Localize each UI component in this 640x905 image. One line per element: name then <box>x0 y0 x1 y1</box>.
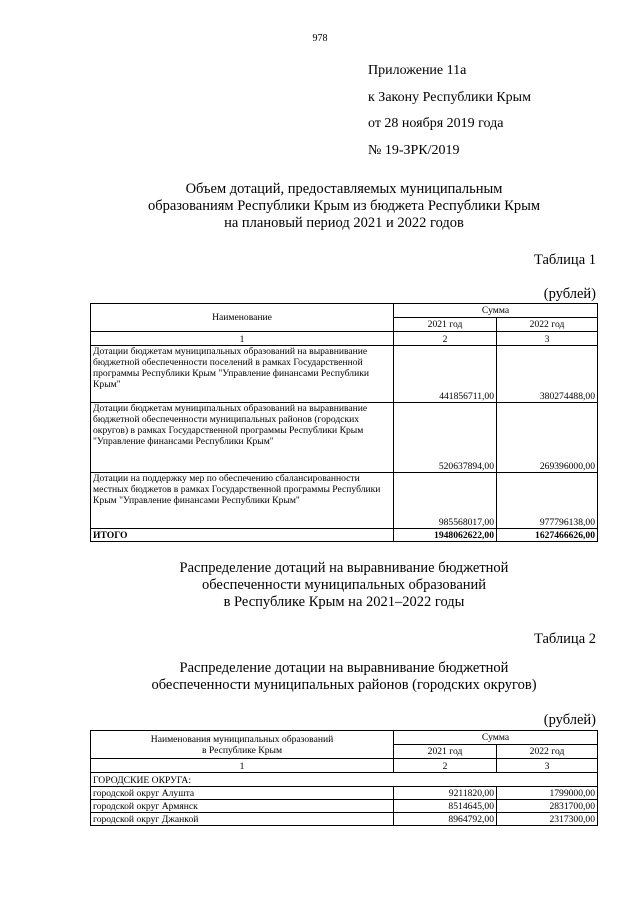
table2 <box>90 730 598 826</box>
table1-units: (рублей) <box>543 286 596 302</box>
table-row <box>91 346 598 403</box>
section-row <box>91 773 598 787</box>
title-line: обеспеченности муниципальных районов (городских округов) <box>151 677 537 693</box>
column-numbers-row <box>91 759 598 773</box>
header-name <box>91 731 394 759</box>
col-num: 3 <box>497 759 598 773</box>
total-2022: 1627466626,00 <box>497 529 598 542</box>
table-header-row <box>91 304 598 318</box>
col-num: 2 <box>394 759 497 773</box>
column-numbers-row <box>91 332 598 346</box>
header-2021: 2021 год <box>394 318 497 332</box>
header-sum: Сумма <box>394 731 598 745</box>
title-line: Объем дотаций, предоставляемых муниципальным <box>185 181 503 197</box>
appendix-line: к Закону Республики Крым <box>368 89 531 105</box>
row-2022: 269396000,00 <box>497 403 598 473</box>
table2-units: (рублей) <box>543 712 596 728</box>
row-2021: 441856711,00 <box>394 346 497 403</box>
total-name: ИТОГО <box>91 529 394 542</box>
header-2021: 2021 год <box>394 745 497 759</box>
table1 <box>90 303 598 542</box>
row-name: городской округ Алушта <box>91 787 394 800</box>
row-2022: 2831700,00 <box>497 800 598 813</box>
row-2022: 977796138,00 <box>497 473 598 529</box>
title-line: образованиям Республики Крым из бюджета Республики Крым <box>147 198 541 214</box>
table1-label: Таблица 1 <box>533 252 596 268</box>
row-2022: 2317300,00 <box>497 813 598 826</box>
total-row <box>91 529 598 542</box>
table2-label: Таблица 2 <box>533 631 596 647</box>
row-2021: 8964792,00 <box>394 813 497 826</box>
appendix-block <box>368 58 531 164</box>
title-line: Распределение дотации на выравнивание бюджетной <box>179 660 509 676</box>
header-2022: 2022 год <box>497 745 598 759</box>
col-num: 2 <box>394 332 497 346</box>
section-title <box>92 560 596 611</box>
row-name: Дотации бюджетам муниципальных образований на выравнивание бюджетной обеспеченности муниципальных районов (городских округов) в рамках Государственной программы Республики Крым "Управление финансами Республики Крым" <box>91 403 394 473</box>
table-row <box>91 813 598 826</box>
col-num: 1 <box>91 332 394 346</box>
row-name: Дотации на поддержку мер по обеспечению сбалансированности местных бюджетов в рамках Государственной программы Республики Крым "Управление финансами Республики Крым" <box>91 473 394 529</box>
row-2021: 9211820,00 <box>394 787 497 800</box>
title-line: на плановый период 2021 и 2022 годов <box>224 215 464 231</box>
row-2022: 380274488,00 <box>497 346 598 403</box>
header-name: Наименование <box>91 304 394 332</box>
table-row <box>91 787 598 800</box>
appendix-line: от 28 ноября 2019 года <box>368 116 504 131</box>
table-row <box>91 403 598 473</box>
row-2022: 1799000,00 <box>497 787 598 800</box>
total-2021: 1948062622,00 <box>394 529 497 542</box>
row-name: Дотации бюджетам муниципальных образований на выравнивание бюджетной обеспеченности поселений в рамках Государственной программы Республики Крым "Управление финансами Республики Крым" <box>91 346 394 403</box>
table-row <box>91 800 598 813</box>
col-num: 1 <box>91 759 394 773</box>
document-title <box>92 181 596 232</box>
appendix-line: № 19-ЗРК/2019 <box>368 142 460 158</box>
col-num: 3 <box>497 332 598 346</box>
subsection-title <box>92 660 596 694</box>
row-2021: 8514645,00 <box>394 800 497 813</box>
table-row <box>91 473 598 529</box>
row-name: городской округ Джанкой <box>91 813 394 826</box>
header-sum: Сумма <box>394 304 598 318</box>
row-2021: 520637894,00 <box>394 403 497 473</box>
header-2022: 2022 год <box>497 318 598 332</box>
appendix-line: Приложение 11а <box>368 63 467 78</box>
row-name: городской округ Армянск <box>91 800 394 813</box>
table-header-row <box>91 731 598 745</box>
row-2021: 985568017,00 <box>394 473 497 529</box>
title-line: в Республике Крым на 2021–2022 годы <box>223 594 465 610</box>
header-name-line: в Республике Крым <box>201 744 283 756</box>
title-line: обеспеченности муниципальных образований <box>201 577 487 593</box>
page-number: 978 <box>312 33 328 44</box>
section-label: ГОРОДСКИЕ ОКРУГА: <box>91 773 598 787</box>
header-name-line: Наименования муниципальных образований <box>150 733 334 745</box>
title-line: Распределение дотаций на выравнивание бюджетной <box>179 560 509 576</box>
